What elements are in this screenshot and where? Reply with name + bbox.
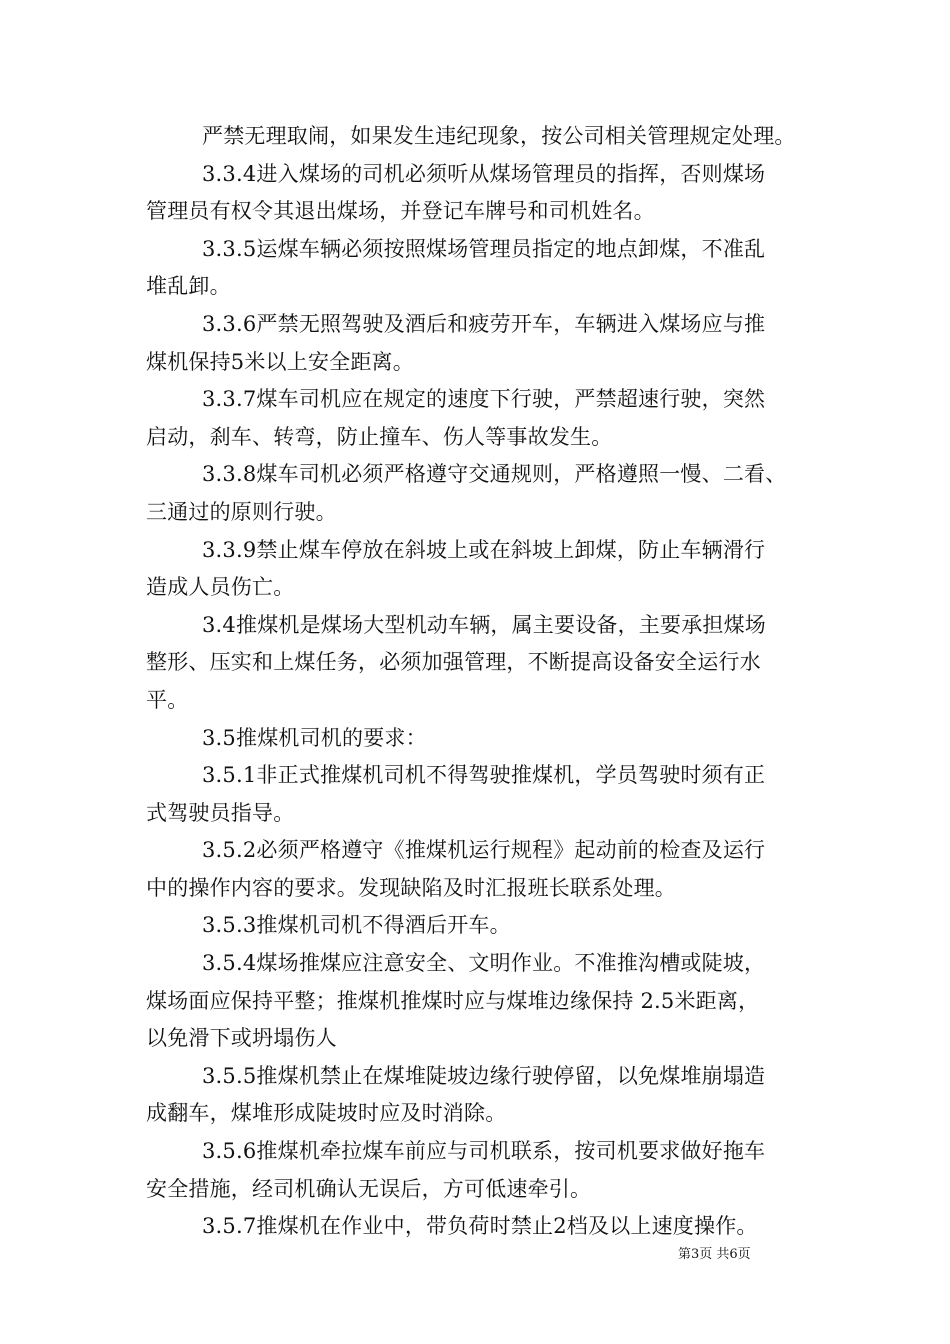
text-line: 3.3.4进入煤场的司机必须听从煤场管理员的指挥，否则煤场 <box>202 161 766 186</box>
text-line: 管理员有权令其退出煤场，并登记车牌号和司机姓名。 <box>146 199 655 224</box>
text-line: 3.3.6严禁无照驾驶及酒后和疲劳开车，车辆进入煤场应与推 <box>202 311 766 336</box>
text-line: 3.3.9禁止煤车停放在斜坡上或在斜坡上卸煤，防止车辆滑行 <box>202 537 766 562</box>
page-footer: 第3页 共6页 <box>678 1247 751 1262</box>
text-line: 3.5.4煤场推煤应注意安全、文明作业。不准推沟槽或陡坡， <box>202 951 766 976</box>
text-line: 3.5.2必须严格遵守《推煤机运行规程》起动前的检查及运行 <box>202 838 766 863</box>
text-line: 3.5.7推煤机在作业中，带负荷时禁止2档及以上速度操作。 <box>202 1214 758 1239</box>
text-line: 成翻车，煤堆形成陡坡时应及时消除。 <box>146 1101 507 1126</box>
text-line: 3.5.3推煤机司机不得酒后开车。 <box>202 913 511 938</box>
text-line: 式驾驶员指导。 <box>146 800 295 825</box>
text-line: 严禁无理取闹，如果发生违纪现象，按公司相关管理规定处理。 <box>202 124 796 148</box>
text-line: 煤机保持5米以上安全距离。 <box>146 349 414 374</box>
document-body <box>146 118 822 1246</box>
text-line: 3.5推煤机司机的要求： <box>202 725 427 750</box>
text-line: 中的操作内容的要求。发现缺陷及时汇报班长联系处理。 <box>146 875 676 900</box>
text-line: 平。 <box>146 687 189 712</box>
text-line: 整形、压实和上煤任务，必须加强管理，不断提高设备安全运行水 <box>146 650 761 675</box>
text-line: 3.5.6推煤机牵拉煤车前应与司机联系，按司机要求做好拖车 <box>202 1139 766 1164</box>
text-line: 造成人员伤亡。 <box>146 575 295 600</box>
text-line: 三通过的原则行驶。 <box>146 499 337 524</box>
text-line: 3.3.5运煤车辆必须按照煤场管理员指定的地点卸煤，不准乱 <box>202 236 766 261</box>
text-line: 3.3.7煤车司机应在规定的速度下行驶，严禁超速行驶，突然 <box>202 387 766 412</box>
text-line: 3.5.1非正式推煤机司机不得驾驶推煤机，学员驾驶时须有正 <box>202 763 766 788</box>
text-line: 启动，刹车、转弯，防止撞车、伤人等事故发生。 <box>146 424 613 449</box>
text-line: 安全措施，经司机确认无误后，方可低速牵引。 <box>146 1176 592 1201</box>
text-line: 3.5.5推煤机禁止在煤堆陡坡边缘行驶停留，以免煤堆崩塌造 <box>202 1063 766 1088</box>
text-line: 3.3.8煤车司机必须严格遵守交通规则，严格遵照一慢、二看、 <box>202 462 787 487</box>
text-line: 堆乱卸。 <box>146 274 231 299</box>
text-line: 以免滑下或坍塌伤人 <box>146 1026 337 1051</box>
text-line: 3.4推煤机是煤场大型机动车辆，属主要设备，主要承担煤场 <box>202 612 766 637</box>
text-line: 煤场面应保持平整；推煤机推煤时应与煤堆边缘保持 2.5米距离， <box>146 988 760 1013</box>
